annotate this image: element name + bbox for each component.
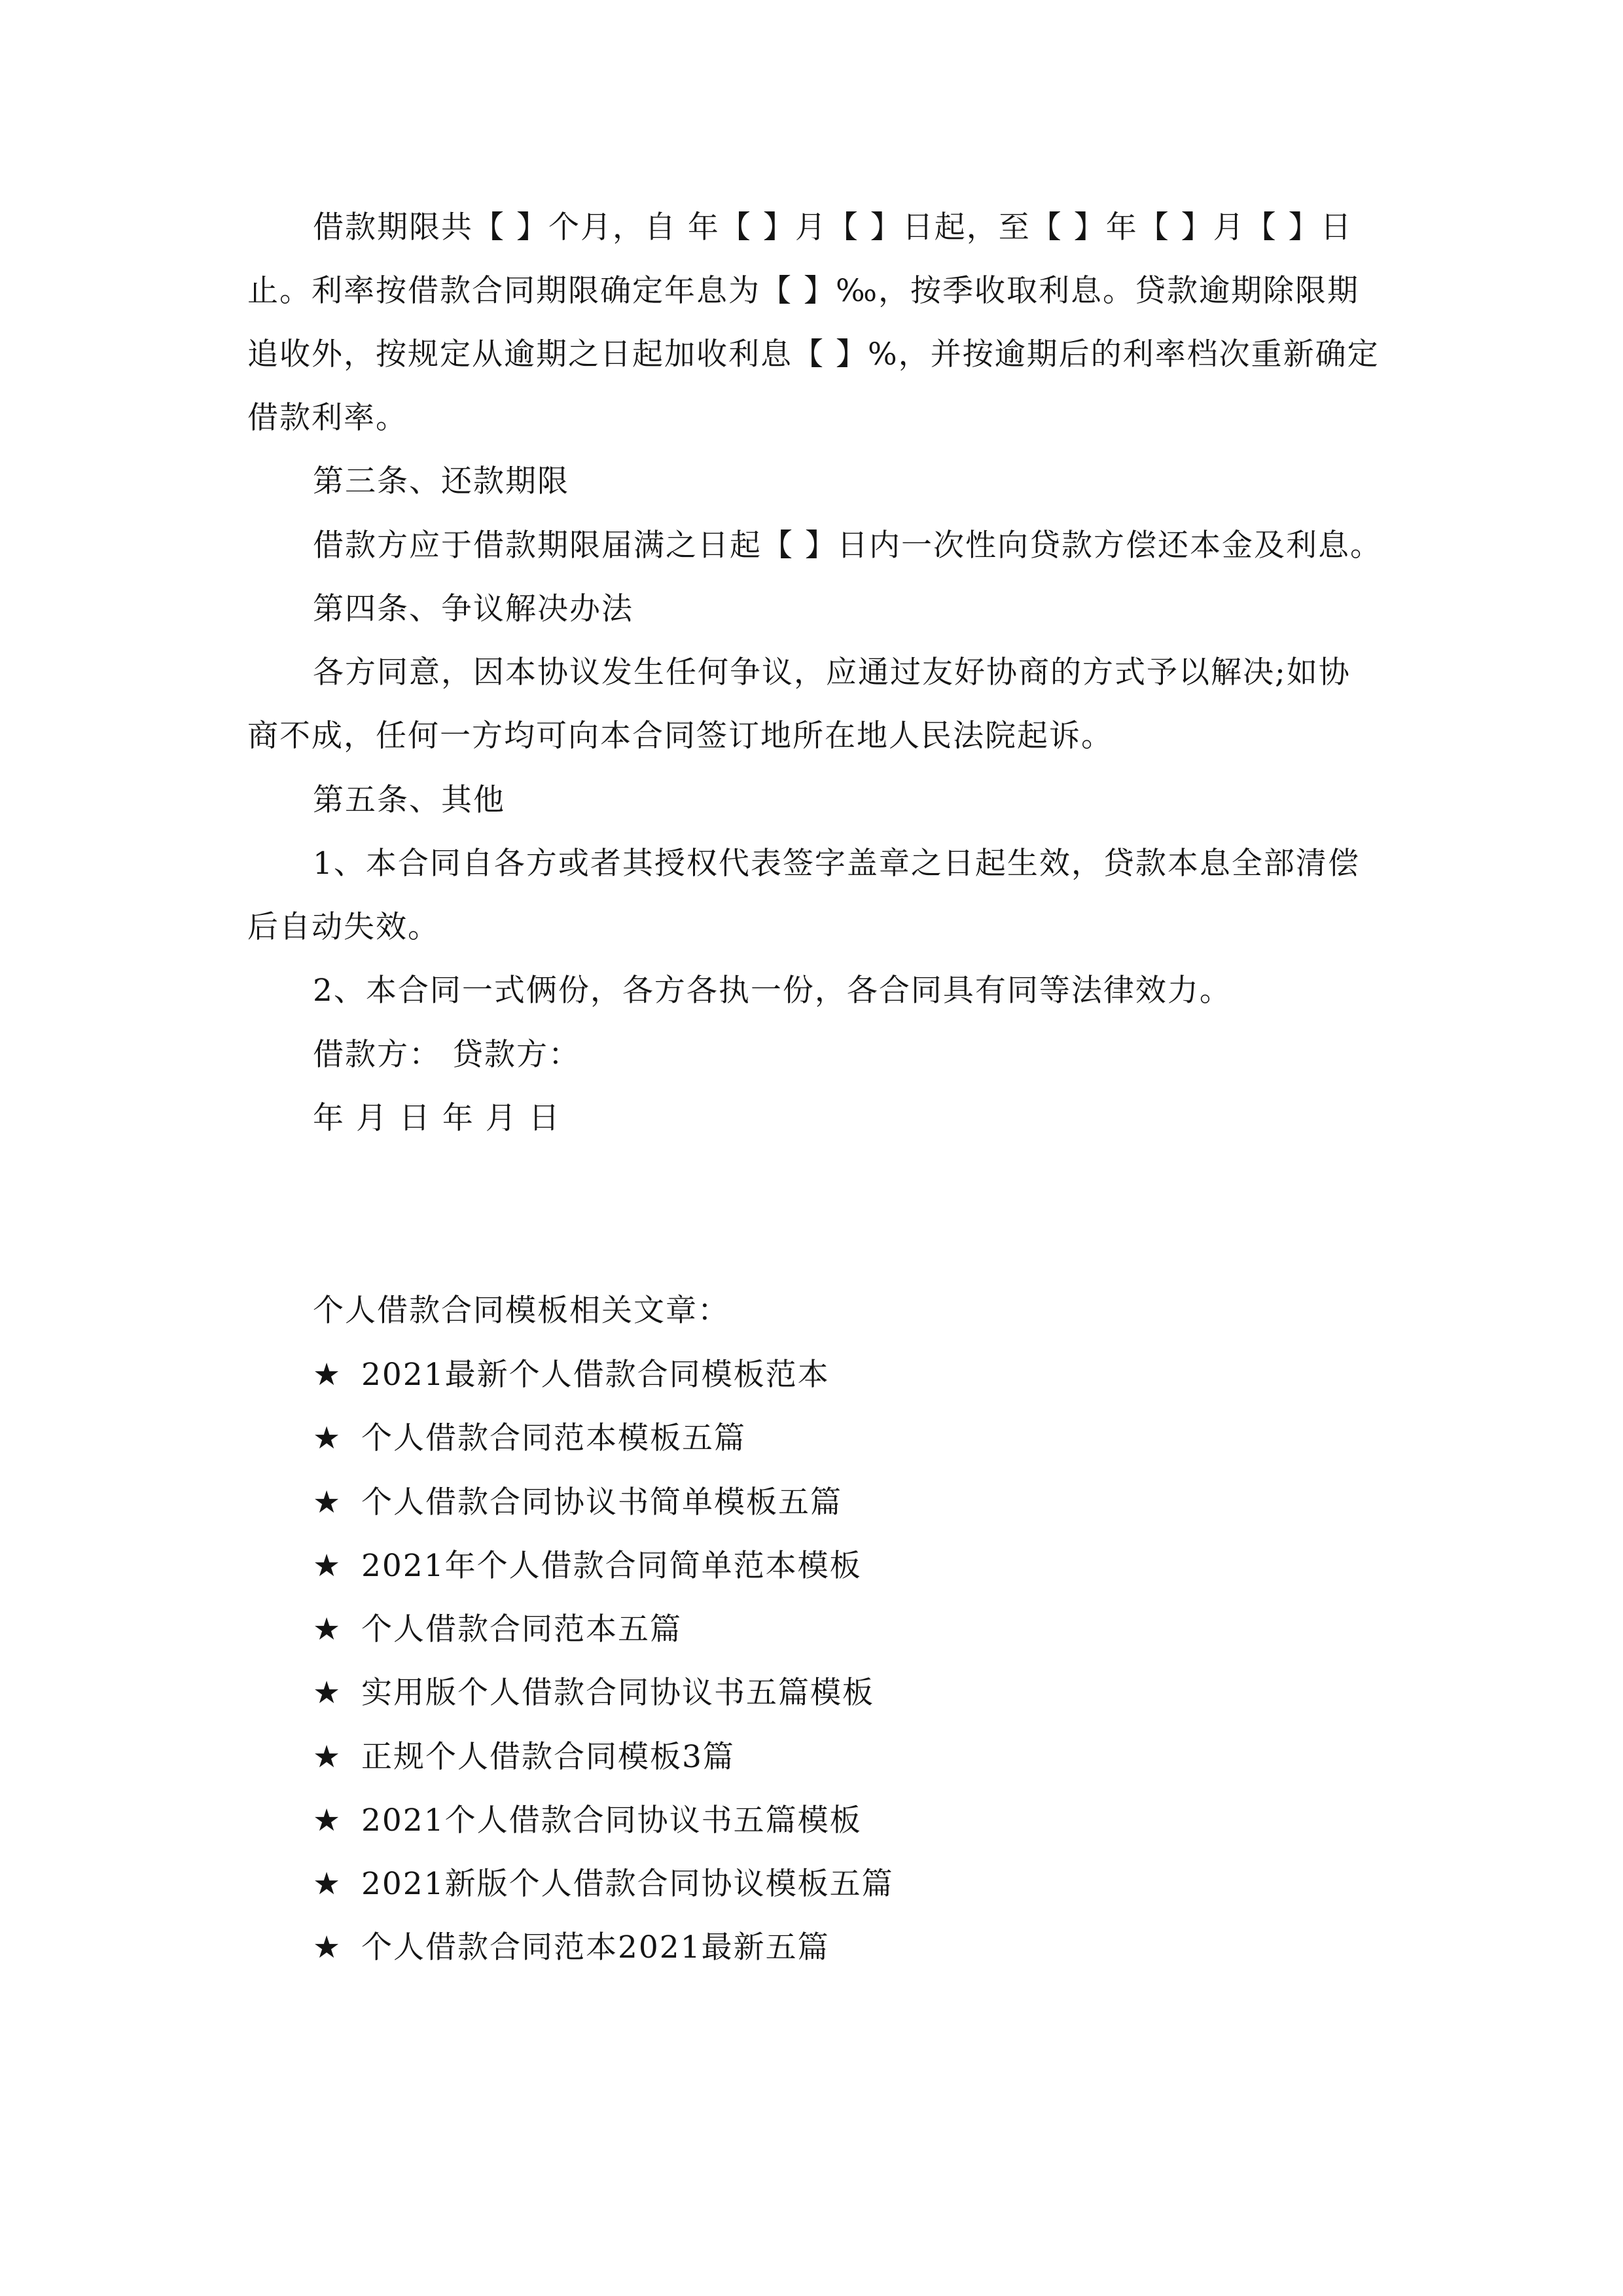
related-item-label[interactable]: 个人借款合同范本2021最新五篇 <box>361 1929 830 1965</box>
related-item-label[interactable]: 实用版个人借款合同协议书五篇模板 <box>361 1675 874 1711</box>
star-icon: ★ <box>313 1803 342 1839</box>
star-icon: ★ <box>313 1484 342 1520</box>
signature-parties: 借款方： 贷款方： <box>313 1037 580 1073</box>
related-item[interactable] <box>313 1483 842 1522</box>
term-line-3: 追收外，按规定从逾期之日起加收利息【 】%，并按逾期后的利率档次重新确定 <box>247 336 1380 372</box>
article4-body-line-1: 各方同意，因本协议发生任何争议，应通过友好协商的方式予以解决;如协 <box>313 655 1351 691</box>
related-item-label[interactable]: 个人借款合同协议书简单模板五篇 <box>361 1484 842 1520</box>
related-item[interactable] <box>313 1419 746 1458</box>
star-icon: ★ <box>313 1675 342 1711</box>
related-title: 个人借款合同模板相关文章： <box>313 1293 730 1329</box>
article4-heading: 第四条、争议解决办法 <box>313 591 633 627</box>
related-item[interactable] <box>313 1610 682 1649</box>
star-icon: ★ <box>313 1866 342 1902</box>
article3-body: 借款方应于借款期限届满之日起【 】日内一次性向贷款方偿还本金及利息。 <box>313 528 1382 564</box>
article5-heading: 第五条、其他 <box>313 782 505 818</box>
related-item-label[interactable]: 2021年个人借款合同简单范本模板 <box>361 1548 862 1584</box>
article5-item1-line-2: 后自动失效。 <box>247 909 440 945</box>
related-item[interactable] <box>313 1547 862 1586</box>
related-item-label[interactable]: 2021个人借款合同协议书五篇模板 <box>361 1803 862 1839</box>
related-item-label[interactable]: 正规个人借款合同模板3篇 <box>361 1739 735 1775</box>
related-item-label[interactable]: 2021最新个人借款合同模板范本 <box>361 1357 830 1393</box>
related-item[interactable] <box>313 1928 830 1967</box>
article5-item2: 2、本合同一式俩份，各方各执一份，各合同具有同等法律效力。 <box>313 973 1232 1009</box>
star-icon: ★ <box>313 1929 342 1965</box>
star-icon: ★ <box>313 1548 342 1584</box>
term-line-1: 借款期限共【 】个月，自 年【 】月【 】日起，至【 】年【 】月【 】日 <box>313 209 1353 245</box>
article5-item1-line-1: 1、本合同自各方或者其授权代表签字盖章之日起生效，贷款本息全部清偿 <box>313 846 1360 882</box>
related-item[interactable] <box>313 1738 735 1777</box>
star-icon: ★ <box>313 1420 342 1456</box>
article3-heading: 第三条、还款期限 <box>313 463 569 499</box>
term-line-4: 借款利率。 <box>247 400 408 436</box>
related-item-label[interactable]: 2021新版个人借款合同协议模板五篇 <box>361 1866 894 1902</box>
related-item[interactable] <box>313 1801 862 1840</box>
related-item[interactable] <box>313 1355 830 1395</box>
star-icon: ★ <box>313 1739 342 1775</box>
related-item-label[interactable]: 个人借款合同范本模板五篇 <box>361 1420 746 1456</box>
article4-body-line-2: 商不成，任何一方均可向本合同签订地所在地人民法院起诉。 <box>247 718 1113 754</box>
signature-dates: 年 月 日 年 月 日 <box>313 1100 561 1136</box>
related-item[interactable] <box>313 1865 894 1904</box>
star-icon: ★ <box>313 1611 342 1647</box>
related-item-label[interactable]: 个人借款合同范本五篇 <box>361 1611 682 1647</box>
term-line-2: 止。利率按借款合同期限确定年息为【 】‰，按季收取利息。贷款逾期除限期 <box>247 273 1360 309</box>
related-item[interactable] <box>313 1674 874 1713</box>
star-icon: ★ <box>313 1357 342 1393</box>
